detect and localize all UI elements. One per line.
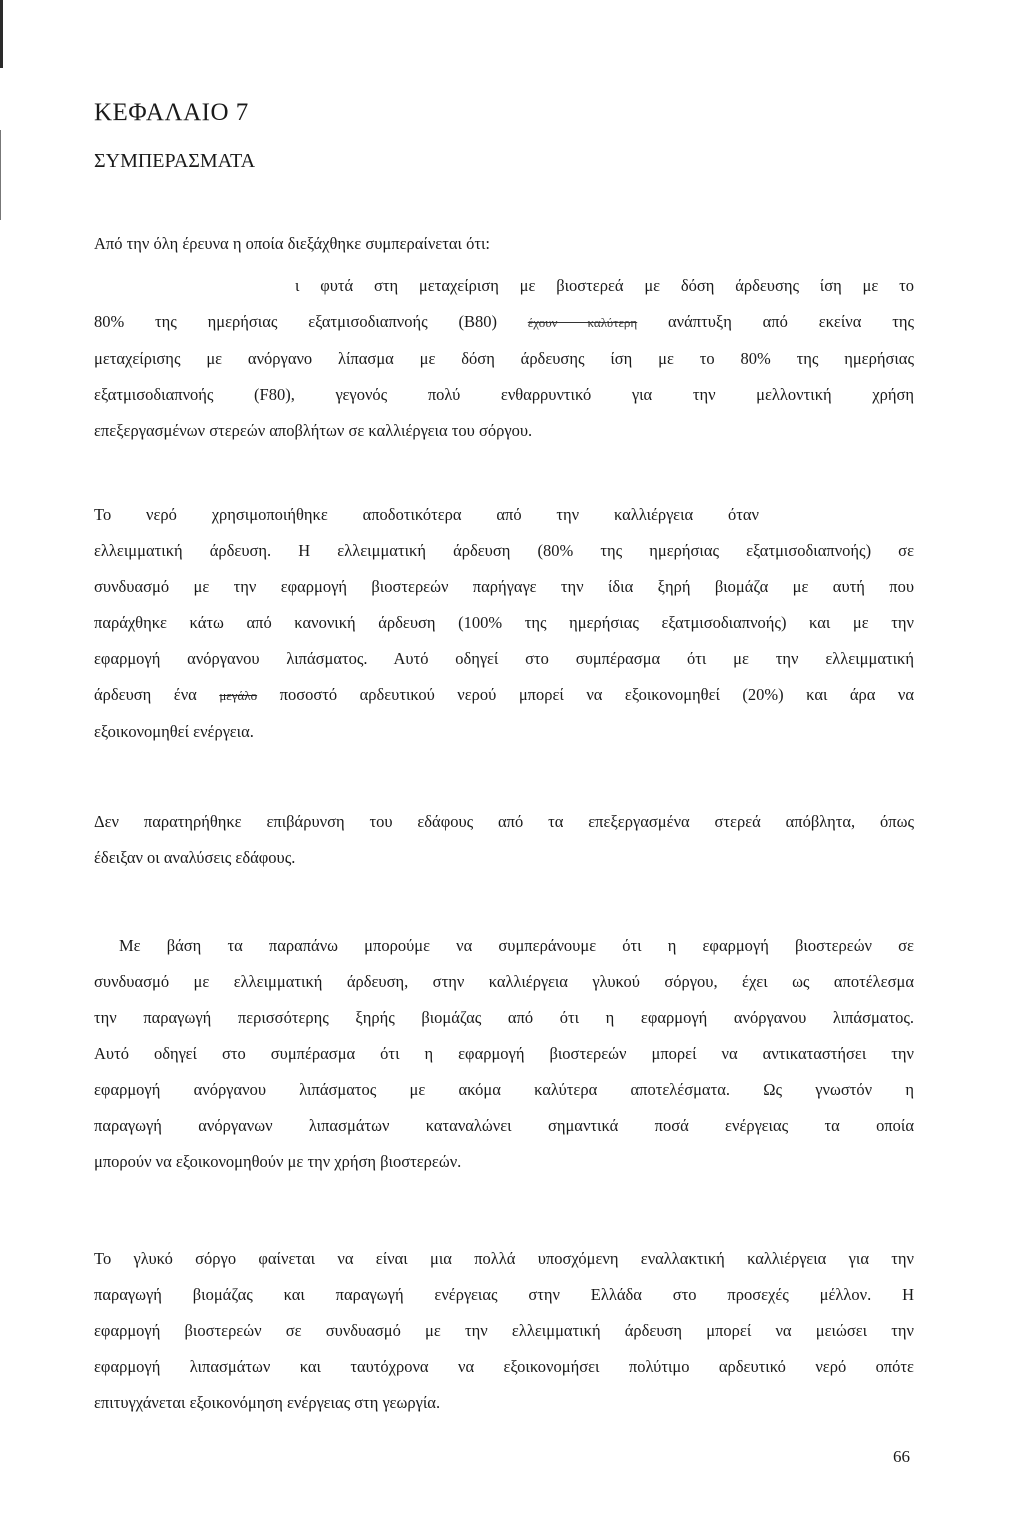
paragraph-4-line-3: την παραγωγή περισσότερης ξηρής βιομάζας από ότι η εφαρμογή ανόργανου λιπάσματος. bbox=[94, 1008, 914, 1027]
paragraph-4 bbox=[94, 928, 914, 1180]
paragraph-1-line-3: μεταχείρισης με ανόργανο λίπασμα με δόση άρδευσης ίση με το 80% της ημερήσιας bbox=[94, 349, 914, 368]
struck-text: έχουν καλύτερη bbox=[527, 315, 638, 330]
paragraph-4-line-6: παραγωγή ανόργανων λιπασμάτων καταναλώνει σημαντικά ποσά ενέργειας τα οποία bbox=[94, 1116, 914, 1135]
paragraph-2-line-6-end: ποσοστό αρδευτικού νερού μπορεί να εξοικονομηθεί (20%) και άρα να bbox=[279, 685, 915, 704]
paragraph-1-line-2-end: ανάπτυξη από εκείνα της bbox=[668, 312, 915, 331]
paragraph-3-line-1: Δεν παρατηρήθηκε επιβάρυνση του εδάφους από τα επεξεργασμένα στερεά απόβλητα, όπως bbox=[94, 812, 914, 831]
paragraph-2-line-3: συνδυασμό με την εφαρμογή βιοστερεών παρήγαγε την ίδια ξηρή βιομάζα με αυτή που bbox=[94, 577, 914, 596]
paragraph-5-line-3: εφαρμογή βιοστερεών σε συνδυασμό με την ελλειμματική άρδευση μπορεί να μειώσει την bbox=[94, 1321, 914, 1340]
paragraph-1-line-2 bbox=[94, 304, 914, 341]
paragraph-1-line-2-start: 80% της ημερήσιας εξατμισοδιαπνοής (B80) bbox=[94, 312, 497, 331]
paragraph-2-line-6 bbox=[94, 677, 914, 714]
paragraph-1-line-4: εξατμισοδιαπνοής (F80), γεγονός πολύ ενθαρρυντικό για την μελλοντική χρήση bbox=[94, 385, 914, 404]
paragraph-4-line-2: συνδυασμό με ελλειμματική άρδευση, στην καλλιέργεια γλυκού σόργου, έχει ως αποτέλεσμα bbox=[94, 972, 914, 991]
paragraph-1-line-1: ι φυτά στη μεταχείριση με βιοστερεά με δόση άρδευσης ίση με το bbox=[295, 276, 914, 295]
paragraph-2-line-7: εξοικονομηθεί ενέργεια. bbox=[94, 722, 254, 741]
intro-line: Από την όλη έρευνα η οποία διεξάχθηκε συμπεραίνεται ότι: bbox=[94, 234, 490, 253]
paragraph-1-line-5: επεξεργασμένων στερεών αποβλήτων σε καλλιέργεια του σόργου. bbox=[94, 421, 533, 440]
section-title: ΣΥΜΠΕΡΑΣΜΑΤΑ bbox=[94, 150, 256, 172]
scan-edge-mark-lower bbox=[0, 130, 1, 220]
page-number: 66 bbox=[893, 1447, 910, 1466]
paragraph-4-line-4: Αυτό οδηγεί στο συμπέρασμα ότι η εφαρμογή βιοστερεών μπορεί να αντικαταστήσει την bbox=[94, 1044, 914, 1063]
scan-edge-mark bbox=[0, 0, 3, 68]
paragraph-4-line-5: εφαρμογή ανόργανου λιπάσματος με ακόμα καλύτερα αποτελέσματα. Ως γνωστόν η bbox=[94, 1080, 914, 1099]
struck-text-2: μεγάλο bbox=[219, 688, 258, 703]
intro-paragraph bbox=[94, 226, 914, 262]
paragraph-5-line-5: επιτυγχάνεται εξοικονόμηση ενέργειας στη γεωργία. bbox=[94, 1393, 441, 1412]
paragraph-2-line-1: Το νερό χρησιμοποιήθηκε αποδοτικότερα από την καλλιέργεια όταν bbox=[94, 505, 759, 524]
paragraph-1 bbox=[94, 268, 914, 449]
paragraph-2-line-6-start: άρδευση ένα bbox=[94, 685, 197, 704]
paragraph-5-line-4: εφαρμογή λιπασμάτων και ταυτόχρονα να εξοικονομήσει πολύτιμο αρδευτικό νερό οπότε bbox=[94, 1357, 914, 1376]
paragraph-2 bbox=[94, 497, 914, 750]
paragraph-4-line-1: Με βάση τα παραπάνω μπορούμε να συμπεράνουμε ότι η εφαρμογή βιοστερεών σε bbox=[119, 936, 914, 955]
paragraph-3 bbox=[94, 804, 914, 876]
paragraph-5 bbox=[94, 1241, 914, 1421]
paragraph-5-line-2: παραγωγή βιομάζας και παραγωγή ενέργειας στην Ελλάδα στο προσεχές μέλλον. Η bbox=[94, 1285, 914, 1304]
paragraph-2-line-5: εφαρμογή ανόργανου λιπάσματος. Αυτό οδηγεί στο συμπέρασμα ότι με την ελλειμματική bbox=[94, 649, 914, 668]
paragraph-5-line-1: Το γλυκό σόργο φαίνεται να είναι μια πολλά υποσχόμενη εναλλακτική καλλιέργεια για την bbox=[94, 1249, 914, 1268]
chapter-title: ΚΕΦΑΛΑΙΟ 7 bbox=[94, 99, 249, 126]
paragraph-3-line-2: έδειξαν οι αναλύσεις εδάφους. bbox=[94, 848, 296, 867]
paragraph-4-line-7: μπορούν να εξοικονομηθούν με την χρήση βιοστερεών. bbox=[94, 1152, 462, 1171]
paragraph-2-line-4: παράχθηκε κάτω από κανονική άρδευση (100% της ημερήσιας εξατμισοδιαπνοής) και με την bbox=[94, 613, 914, 632]
paragraph-2-line-2: ελλειμματική άρδευση. Η ελλειμματική άρδευση (80% της ημερήσιας εξατμισοδιαπνοής) σε bbox=[94, 541, 914, 560]
